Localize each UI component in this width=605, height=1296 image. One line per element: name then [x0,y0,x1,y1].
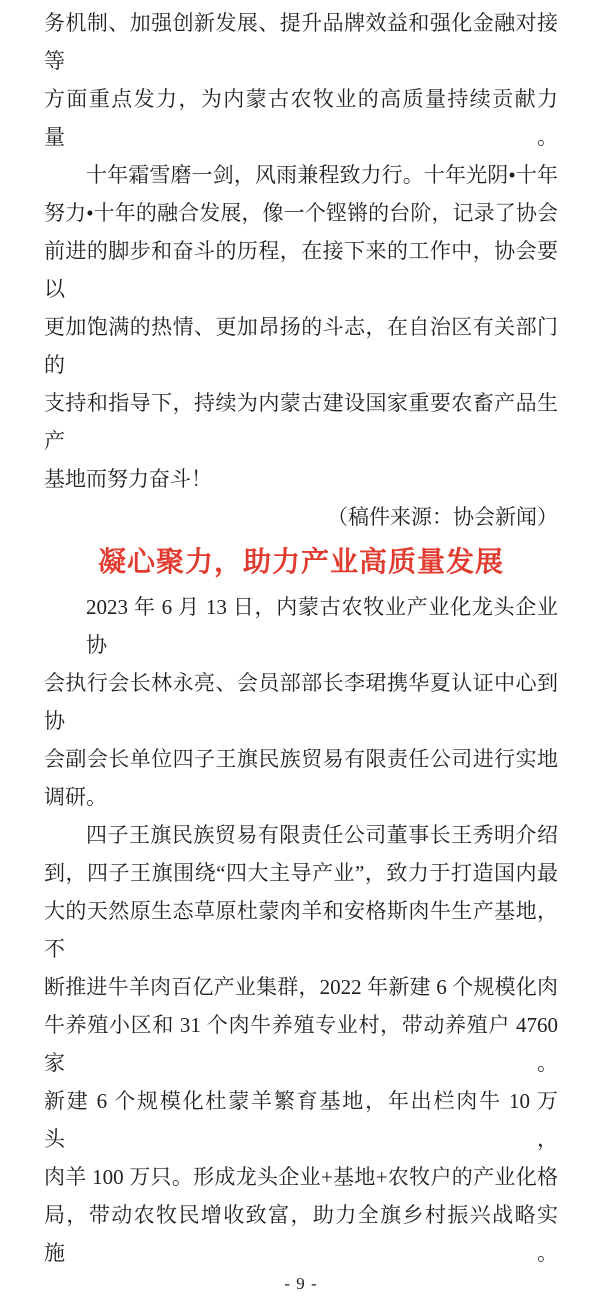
body-line: 会执行会长林永亮、会员部部长李珺携华夏认证中心到协 [44,671,558,733]
body-line: 局，带动农牧民增收致富，助力全旗乡村振兴战略实施。 [44,1203,558,1265]
source-line: （稿件来源：协会新闻） [327,505,558,529]
body-line: 四子王旗民族贸易有限责任公司董事长王秀明介绍 [86,823,558,847]
body-line: 到，四子王旗围绕“四大主导产业”，致力于打造国内最 [44,861,558,885]
page-number: - 9 - [284,1274,318,1293]
body-line: 务机制、加强创新发展、提升品牌效益和强化金融对接等 [44,11,558,73]
body-line: 更加饱满的热情、更加昂扬的斗志，在自治区有关部门的 [44,315,558,377]
body-line: 调研。 [44,785,107,809]
body-line: 会副会长单位四子王旗民族贸易有限责任公司进行实地 [44,747,558,771]
body-line: 十年霜雪磨一剑，风雨兼程致力行。十年光阴•十年 [86,163,558,187]
body-line: 肉羊 100 万只。形成龙头企业+基地+农牧户的产业化格 [44,1165,558,1189]
body-line: 断推进牛羊肉百亿产业集群，2022 年新建 6 个规模化肉 [44,975,558,999]
body-line: 努力•十年的融合发展，像一个铿锵的台阶，记录了协会 [44,201,558,225]
article-heading: 凝心聚力，助力产业高质量发展 [97,546,504,577]
body-line: 2023 年 6 月 13 日，内蒙古农牧业产业化龙头企业协 [86,595,558,657]
body-line: 基地而努力奋斗！ [44,467,212,491]
body-line: 方面重点发力，为内蒙古农牧业的高质量持续贡献力量。 [44,87,558,149]
body-line: 牛养殖小区和 31 个肉牛养殖专业村，带动养殖户 4760 家。 [44,1013,558,1075]
body-line: 前进的脚步和奋斗的历程，在接下来的工作中，协会要以 [44,239,558,301]
document-body [44,4,558,1272]
body-line: 支持和指导下，持续为内蒙古建设国家重要农畜产品生产 [44,391,558,453]
body-line: 大的天然原生态草原杜蒙肉羊和安格斯肉牛生产基地，不 [44,899,558,961]
body-line: 新建 6 个规模化杜蒙羊繁育基地，年出栏肉牛 10 万头， [44,1089,558,1151]
